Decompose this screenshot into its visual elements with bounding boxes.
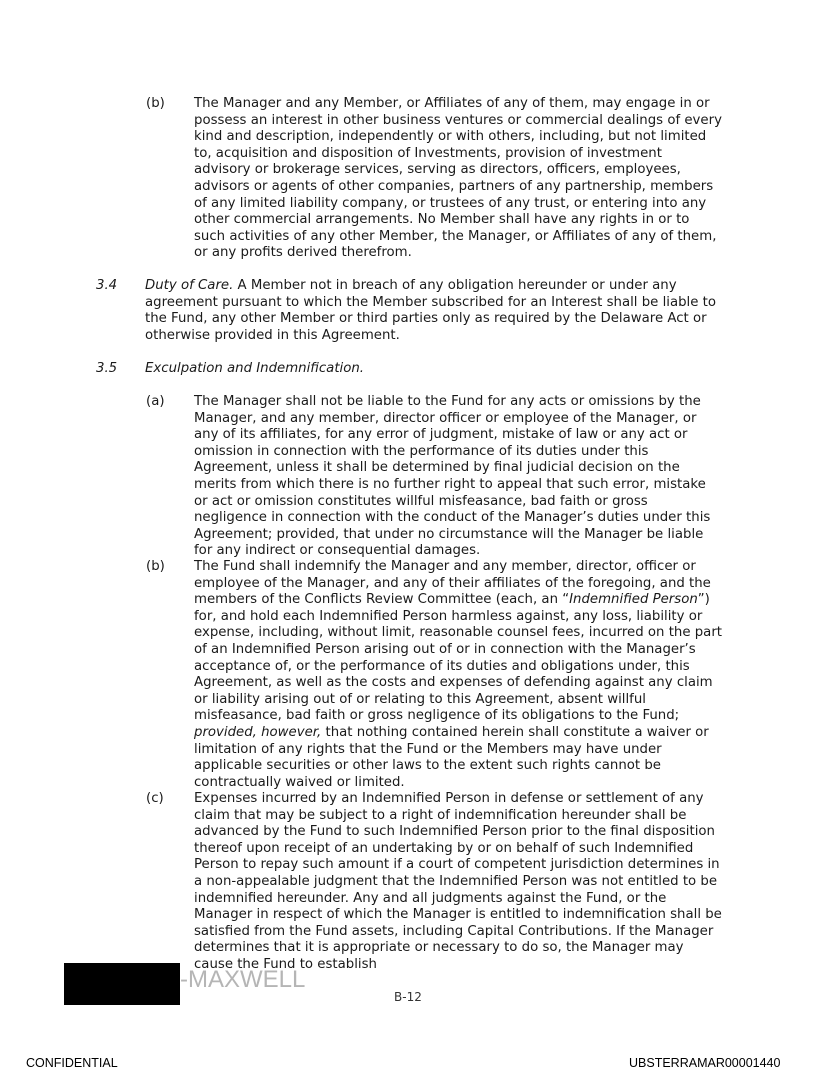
clause-3-3b-label: (b)	[146, 96, 165, 111]
clause-3-5b-text-2: ”) for, and hold each Indemnified Person harmless against, any loss, liability or expense, including, without limit, reasonable counsel fees, incurred on the part of an Indemnified Person arising out of or in connection with the Manager’s acceptance of, or the performance of its duties and obligations under, this Agreement, as well as the costs and expenses of defending against any claim or liability arising out of or relating to this Agreement, absent willful misfeasance, bad faith or gross negligence of its obligations to the Fund;	[194, 592, 723, 724]
clause-3-5b-defined-term: Indemnified Person	[569, 592, 698, 608]
section-3-5-number: 3.5	[96, 361, 118, 376]
clause-3-5a-text: The Manager shall not be liable to the Fund for any acts or omissions by the Manager, and any member, director officer or employee of the Manager, or any of its affiliates, for any error of judgment, mistake of law or any act or omission in connection with the performance of its duties under this Agreement, unless it shall be determined by final judicial decision on the merits from which there is no further right to appeal that such error, mistake or act or omission constitutes willful misfeasance, bad faith or gross negligence in connection with the conduct of the Manager’s duties under this Agreement; provided, that under no circumstance will the Manager be liable for any indirect or consequential damages.	[194, 394, 711, 559]
redaction-box	[64, 963, 180, 1005]
section-3-4-paragraph	[145, 278, 725, 344]
section-3-4-heading: Duty of Care.	[145, 278, 234, 293]
maxwell-stamp: -MAXWELL	[180, 966, 306, 993]
clause-3-3b-text: The Manager and any Member, or Affiliates of any of them, may engage in or possess an interest in other business ventures or commercial dealings of every kind and description, independently or with others, including, but not limited to, acquisition and disposition of Investments, provision of investment advisory or brokerage services, serving as directors, officers, employees, advisors or agents of other companies, partners of any partnership, members of any limited liability company, or trustees of any trust, or entering into any other commercial arrangements. No Member shall have any rights in or to such activities of any other Member, the Manager, or Affiliates of any of them, or any profits derived therefrom.	[194, 96, 722, 261]
confidential-label: CONFIDENTIAL	[26, 1056, 118, 1070]
clause-3-5b-label: (b)	[146, 559, 165, 574]
page-number: B-12	[394, 990, 422, 1004]
bates-number: UBSTERRAMAR00001440	[629, 1056, 781, 1070]
clause-3-5b-proviso: provided, however,	[194, 724, 322, 740]
section-3-4-number: 3.4	[96, 278, 118, 293]
clause-3-5c-text: Expenses incurred by an Indemnified Person in defense or settlement of any claim that may be subject to a right of indemnification hereunder shall be advanced by the Fund to such Indemnified Person prior to the final disposition thereof upon receipt of an undertaking by or on behalf of such Indemnified Person to repay such amount if a court of competent jurisdiction determines in a non-appealable judgment that the Indemnified Person was not entitled to be indemnified hereunder. Any and all judgments against the Fund, or the Manager in respect of which the Manager is entitled to indemnification shall be satisfied from the Fund assets, including Capital Contributions. If the Manager determines that it is appropriate or necessary to do so, the Manager may cause the Fund to establish	[194, 791, 722, 972]
clause-3-5c-label: (c)	[146, 791, 164, 806]
clause-3-5b-text-3: that nothing contained herein shall constitute a waiver or limitation of any rights that the Fund or the Members may have under applicable securities or other laws to the extent such rights cannot be contractually waived or limited.	[194, 724, 709, 790]
clause-3-5a-label: (a)	[146, 394, 165, 409]
section-3-5-heading: Exculpation and Indemnification.	[145, 361, 365, 376]
section-3-4-text: A Member not in breach of any obligation hereunder or under any agreement pursuant to which the Member subscribed for an Interest shall be liable to the Fund, any other Member or third parties only as required by the Delaware Act or otherwise provided in this Agreement.	[145, 278, 716, 343]
clause-3-5b-text-1: The Fund shall indemnify the Manager and any member, director, officer or employee of the Manager, and any of their affiliates of the foregoing, and the members of the Conflicts Review Committee (each, an “	[194, 559, 711, 608]
clause-3-5b-paragraph	[194, 559, 722, 791]
